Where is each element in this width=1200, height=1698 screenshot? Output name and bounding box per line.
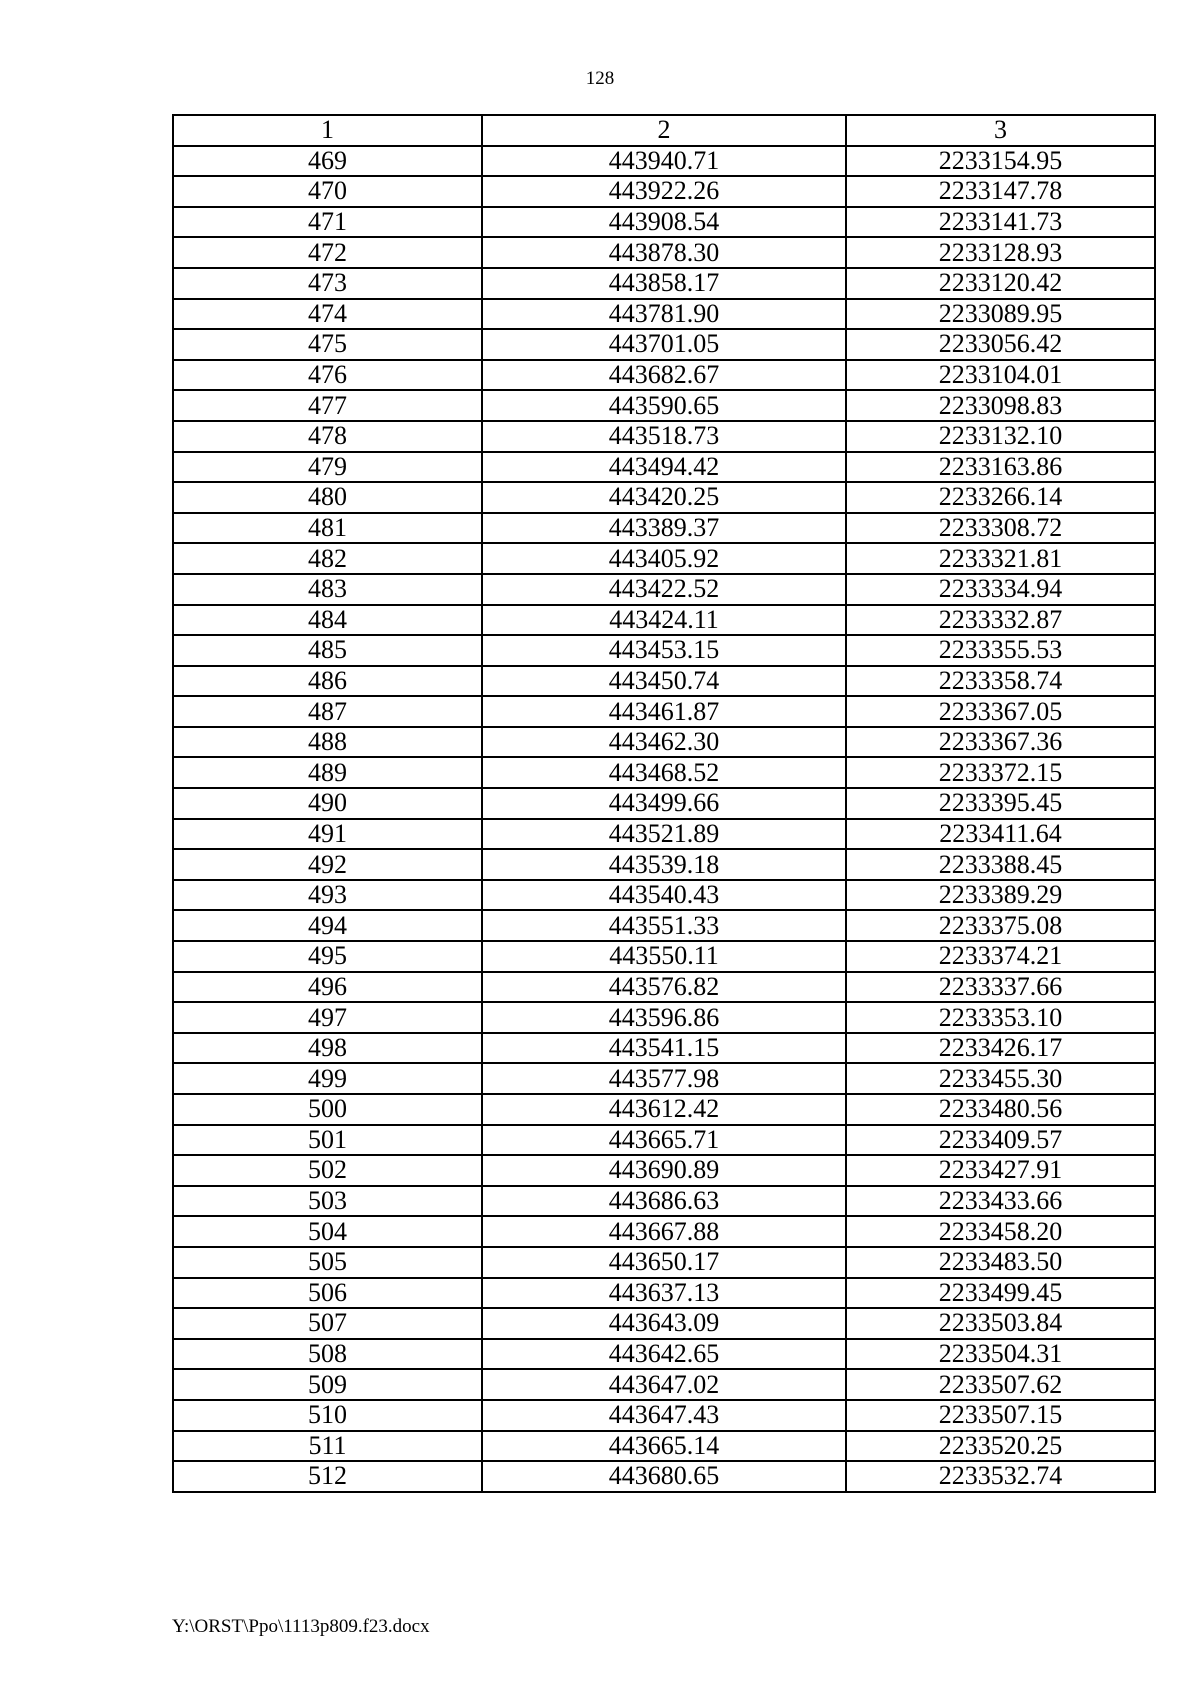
point-number-cell: 496 [173,972,482,1003]
point-number-cell: 481 [173,513,482,544]
point-number-cell: 499 [173,1063,482,1094]
table-row [173,1308,1155,1339]
point-number-cell: 484 [173,605,482,636]
x-coordinate-cell: 443424.11 [482,605,846,636]
table-row [173,146,1155,177]
table-row [173,1125,1155,1156]
table-row [173,421,1155,452]
y-coordinate-cell: 2233353.10 [846,1002,1155,1033]
table-row [173,605,1155,636]
x-coordinate-cell: 443878.30 [482,237,846,268]
point-number-cell: 471 [173,207,482,238]
header-cell-2: 2 [482,115,846,146]
x-coordinate-cell: 443637.13 [482,1278,846,1309]
x-coordinate-cell: 443642.65 [482,1339,846,1370]
x-coordinate-cell: 443405.92 [482,543,846,574]
footer-file-path: Y:\ORST\Ppo\1113p809.f23.docx [172,1616,430,1637]
point-number-cell: 504 [173,1216,482,1247]
table-row [173,390,1155,421]
point-number-cell: 502 [173,1155,482,1186]
y-coordinate-cell: 2233334.94 [846,574,1155,605]
point-number-cell: 479 [173,452,482,483]
y-coordinate-cell: 2233507.15 [846,1400,1155,1431]
y-coordinate-cell: 2233163.86 [846,452,1155,483]
table-row [173,1063,1155,1094]
point-number-cell: 508 [173,1339,482,1370]
x-coordinate-cell: 443576.82 [482,972,846,1003]
table-row [173,176,1155,207]
x-coordinate-cell: 443389.37 [482,513,846,544]
x-coordinate-cell: 443420.25 [482,482,846,513]
x-coordinate-cell: 443499.66 [482,788,846,819]
y-coordinate-cell: 2233374.21 [846,941,1155,972]
x-coordinate-cell: 443701.05 [482,329,846,360]
table-row [173,329,1155,360]
y-coordinate-cell: 2233141.73 [846,207,1155,238]
x-coordinate-cell: 443922.26 [482,176,846,207]
point-number-cell: 491 [173,819,482,850]
y-coordinate-cell: 2233367.36 [846,727,1155,758]
table-row [173,941,1155,972]
y-coordinate-cell: 2233409.57 [846,1125,1155,1156]
table-row [173,452,1155,483]
table-row [173,849,1155,880]
point-number-cell: 501 [173,1125,482,1156]
y-coordinate-cell: 2233128.93 [846,237,1155,268]
x-coordinate-cell: 443450.74 [482,666,846,697]
table-row [173,1278,1155,1309]
point-number-cell: 507 [173,1308,482,1339]
table-row [173,1339,1155,1370]
x-coordinate-cell: 443453.15 [482,635,846,666]
table-row [173,574,1155,605]
table-row [173,1186,1155,1217]
y-coordinate-cell: 2233337.66 [846,972,1155,1003]
table-row [173,757,1155,788]
table-row [173,1033,1155,1064]
header-cell-1: 1 [173,115,482,146]
table-row [173,819,1155,850]
point-number-cell: 486 [173,666,482,697]
table-row [173,207,1155,238]
table-row [173,1431,1155,1462]
table-row [173,543,1155,574]
x-coordinate-cell: 443577.98 [482,1063,846,1094]
x-coordinate-cell: 443596.86 [482,1002,846,1033]
x-coordinate-cell: 443550.11 [482,941,846,972]
point-number-cell: 506 [173,1278,482,1309]
x-coordinate-cell: 443494.42 [482,452,846,483]
y-coordinate-cell: 2233458.20 [846,1216,1155,1247]
x-coordinate-cell: 443665.71 [482,1125,846,1156]
x-coordinate-cell: 443667.88 [482,1216,846,1247]
point-number-cell: 497 [173,1002,482,1033]
x-coordinate-cell: 443468.52 [482,757,846,788]
table-body [173,115,1155,1492]
y-coordinate-cell: 2233507.62 [846,1369,1155,1400]
y-coordinate-cell: 2233358.74 [846,666,1155,697]
y-coordinate-cell: 2233120.42 [846,268,1155,299]
x-coordinate-cell: 443422.52 [482,574,846,605]
point-number-cell: 487 [173,696,482,727]
table-row [173,299,1155,330]
table-row [173,237,1155,268]
y-coordinate-cell: 2233321.81 [846,543,1155,574]
point-number-cell: 477 [173,390,482,421]
y-coordinate-cell: 2233411.64 [846,819,1155,850]
table-header-row [173,115,1155,146]
point-number-cell: 510 [173,1400,482,1431]
point-number-cell: 480 [173,482,482,513]
point-number-cell: 474 [173,299,482,330]
y-coordinate-cell: 2233503.84 [846,1308,1155,1339]
x-coordinate-cell: 443665.14 [482,1431,846,1462]
point-number-cell: 483 [173,574,482,605]
table-row [173,360,1155,391]
y-coordinate-cell: 2233308.72 [846,513,1155,544]
point-number-cell: 470 [173,176,482,207]
x-coordinate-cell: 443612.42 [482,1094,846,1125]
x-coordinate-cell: 443462.30 [482,727,846,758]
table-row [173,666,1155,697]
point-number-cell: 509 [173,1369,482,1400]
point-number-cell: 505 [173,1247,482,1278]
x-coordinate-cell: 443781.90 [482,299,846,330]
y-coordinate-cell: 2233520.25 [846,1431,1155,1462]
x-coordinate-cell: 443680.65 [482,1461,846,1492]
y-coordinate-cell: 2233433.66 [846,1186,1155,1217]
y-coordinate-cell: 2233389.29 [846,880,1155,911]
y-coordinate-cell: 2233388.45 [846,849,1155,880]
point-number-cell: 498 [173,1033,482,1064]
y-coordinate-cell: 2233266.14 [846,482,1155,513]
point-number-cell: 475 [173,329,482,360]
point-number-cell: 493 [173,880,482,911]
point-number-cell: 500 [173,1094,482,1125]
x-coordinate-cell: 443858.17 [482,268,846,299]
y-coordinate-cell: 2233098.83 [846,390,1155,421]
point-number-cell: 485 [173,635,482,666]
x-coordinate-cell: 443539.18 [482,849,846,880]
y-coordinate-cell: 2233089.95 [846,299,1155,330]
y-coordinate-cell: 2233132.10 [846,421,1155,452]
point-number-cell: 490 [173,788,482,819]
y-coordinate-cell: 2233372.15 [846,757,1155,788]
x-coordinate-cell: 443650.17 [482,1247,846,1278]
y-coordinate-cell: 2233147.78 [846,176,1155,207]
table-row [173,972,1155,1003]
x-coordinate-cell: 443643.09 [482,1308,846,1339]
table-row [173,482,1155,513]
table-row [173,910,1155,941]
y-coordinate-cell: 2233427.91 [846,1155,1155,1186]
point-number-cell: 469 [173,146,482,177]
point-number-cell: 511 [173,1431,482,1462]
x-coordinate-cell: 443551.33 [482,910,846,941]
point-number-cell: 488 [173,727,482,758]
point-number-cell: 512 [173,1461,482,1492]
table-row [173,1094,1155,1125]
point-number-cell: 489 [173,757,482,788]
x-coordinate-cell: 443682.67 [482,360,846,391]
x-coordinate-cell: 443540.43 [482,880,846,911]
table-row [173,1155,1155,1186]
table-row [173,696,1155,727]
y-coordinate-cell: 2233056.42 [846,329,1155,360]
point-number-cell: 503 [173,1186,482,1217]
point-number-cell: 482 [173,543,482,574]
table-row [173,1400,1155,1431]
point-number-cell: 478 [173,421,482,452]
point-number-cell: 472 [173,237,482,268]
y-coordinate-cell: 2233375.08 [846,910,1155,941]
y-coordinate-cell: 2233499.45 [846,1278,1155,1309]
point-number-cell: 492 [173,849,482,880]
point-number-cell: 473 [173,268,482,299]
y-coordinate-cell: 2233532.74 [846,1461,1155,1492]
table-row [173,1002,1155,1033]
coordinates-table [172,114,1156,1493]
y-coordinate-cell: 2233395.45 [846,788,1155,819]
x-coordinate-cell: 443908.54 [482,207,846,238]
table-row [173,513,1155,544]
point-number-cell: 494 [173,910,482,941]
table-row [173,1369,1155,1400]
y-coordinate-cell: 2233154.95 [846,146,1155,177]
table-row [173,635,1155,666]
y-coordinate-cell: 2233332.87 [846,605,1155,636]
table-row [173,788,1155,819]
page-number: 128 [585,68,615,89]
x-coordinate-cell: 443541.15 [482,1033,846,1064]
y-coordinate-cell: 2233355.53 [846,635,1155,666]
y-coordinate-cell: 2233367.05 [846,696,1155,727]
table-row [173,880,1155,911]
y-coordinate-cell: 2233504.31 [846,1339,1155,1370]
y-coordinate-cell: 2233426.17 [846,1033,1155,1064]
point-number-cell: 495 [173,941,482,972]
x-coordinate-cell: 443590.65 [482,390,846,421]
y-coordinate-cell: 2233455.30 [846,1063,1155,1094]
table-row [173,727,1155,758]
point-number-cell: 476 [173,360,482,391]
table-row [173,268,1155,299]
x-coordinate-cell: 443686.63 [482,1186,846,1217]
table-row [173,1247,1155,1278]
table-row [173,1216,1155,1247]
y-coordinate-cell: 2233483.50 [846,1247,1155,1278]
table-row [173,1461,1155,1492]
x-coordinate-cell: 443690.89 [482,1155,846,1186]
x-coordinate-cell: 443518.73 [482,421,846,452]
header-cell-3: 3 [846,115,1155,146]
x-coordinate-cell: 443521.89 [482,819,846,850]
x-coordinate-cell: 443461.87 [482,696,846,727]
x-coordinate-cell: 443940.71 [482,146,846,177]
y-coordinate-cell: 2233104.01 [846,360,1155,391]
x-coordinate-cell: 443647.43 [482,1400,846,1431]
x-coordinate-cell: 443647.02 [482,1369,846,1400]
y-coordinate-cell: 2233480.56 [846,1094,1155,1125]
